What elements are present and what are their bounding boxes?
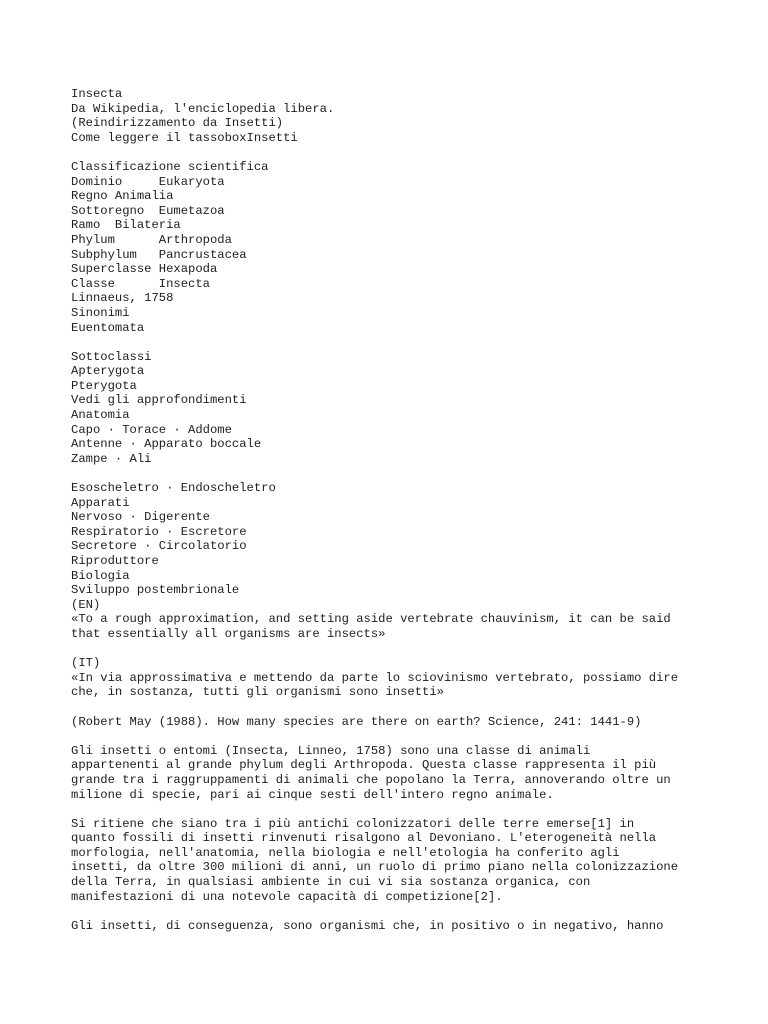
spacer [71, 145, 731, 160]
spacer [71, 700, 731, 715]
taxobox-row: Dominio Eukaryota [71, 174, 225, 189]
spacer [71, 335, 731, 350]
body-paragraph [71, 744, 731, 802]
taxobox-heading: Classificazione scientifica [71, 159, 269, 174]
page-title: Insecta [71, 87, 123, 101]
taxobox-row: Regno Animalia [71, 189, 174, 204]
quote-text-it: «In via approssimativa e mettendo da parte lo sciovinismo vertebrato, possiamo dire [71, 670, 679, 685]
spacer [71, 642, 731, 657]
spacer [71, 729, 731, 744]
anatomy-links[interactable]: Antenne · Apparato boccale [71, 437, 262, 452]
spacer [71, 904, 731, 919]
subclasses-section [71, 350, 731, 467]
anatomy-links[interactable]: Capo · Torace · Addome [71, 422, 232, 437]
biology-link[interactable]: Sviluppo postembrionale [71, 583, 240, 598]
redirect-note: (Reindirizzamento da Insetti) [71, 116, 284, 131]
anatomy-links[interactable]: Zampe · Ali [71, 451, 152, 466]
paragraph-line: quanto fossili di insetti rinvenuti risalgono al Devoniano. L'eterogeneità nella [71, 831, 657, 846]
taxobox [71, 160, 731, 335]
quote-citation: (Robert May (1988). How many species are there on earth? Science, 241: 1441-9) [71, 714, 642, 729]
systems-links[interactable]: Respiratorio · Escretore [71, 524, 247, 539]
systems-section [71, 481, 731, 598]
body-paragraph [71, 817, 731, 905]
taxobox-row: Ramo Bilateria [71, 218, 181, 233]
systems-heading: Apparati [71, 495, 130, 510]
paragraph-line: Si ritiene che siano tra i più antichi colonizzatori delle terre emerse[1] in [71, 816, 635, 831]
document-page [71, 87, 731, 933]
skeleton-links[interactable]: Esoscheletro · Endoscheletro [71, 481, 276, 496]
subclass-link[interactable]: Pterygota [71, 378, 137, 393]
paragraph-line: grande tra i raggruppamenti di animali che popolano la Terra, annoverando oltre un [71, 772, 671, 787]
article-header [71, 87, 731, 145]
taxobox-authority: Linnaeus, 1758 [71, 291, 174, 306]
quote-language-tag-en: (EN) [71, 597, 101, 612]
systems-links[interactable]: Nervoso · Digerente [71, 510, 210, 525]
taxobox-row: Superclasse Hexapoda [71, 262, 218, 277]
biology-heading: Biologia [71, 568, 130, 583]
taxobox-help-link[interactable]: Come leggere il tassoboxInsetti [71, 130, 298, 145]
paragraph-line: Gli insetti o entomi (Insecta, Linneo, 1758) sono una classe di animali [71, 743, 591, 758]
paragraph-line: morfologia, nell'anatomia, nella biologia e nell'etologia ha conferito agli [71, 845, 620, 860]
synonym-item: Euentomata [71, 320, 145, 335]
systems-links[interactable]: Secretore · Circolatorio [71, 539, 247, 554]
taxobox-row: Subphylum Pancrustacea [71, 247, 247, 262]
taxobox-row: Phylum Arthropoda [71, 232, 232, 247]
anatomy-heading: Anatomia [71, 408, 130, 423]
synonyms-heading: Sinonimi [71, 305, 130, 320]
quote-text-en: that essentially all organisms are insects» [71, 626, 386, 641]
subclass-link[interactable]: Apterygota [71, 364, 145, 379]
paragraph-line: Gli insetti, di conseguenza, sono organismi che, in positivo o in negativo, hanno [71, 918, 664, 933]
further-reading-heading: Vedi gli approfondimenti [71, 393, 247, 408]
quote-language-tag-it: (IT) [71, 656, 101, 671]
taxobox-row: Classe Insecta [71, 276, 210, 291]
body-paragraph [71, 919, 731, 934]
quote-text-it: che, in sostanza, tutti gli organismi sono insetti» [71, 685, 444, 700]
spacer [71, 802, 731, 817]
subclasses-heading: Sottoclassi [71, 349, 152, 364]
quote-text-en: «To a rough approximation, and setting aside vertebrate chauvinism, it can be said [71, 612, 671, 627]
paragraph-line: manifestazioni di una notevole capacità di competizione[2]. [71, 889, 503, 904]
paragraph-line: della Terra, in qualsiasi ambiente in cui vi sia sostanza organica, con [71, 875, 591, 890]
paragraph-line: insetti, da oltre 300 milioni di anni, un ruolo di primo piano nella colonizzazione [71, 860, 679, 875]
page-subtitle: Da Wikipedia, l'enciclopedia libera. [71, 101, 335, 116]
systems-links[interactable]: Riproduttore [71, 554, 159, 568]
taxobox-row: Sottoregno Eumetazoa [71, 203, 225, 218]
spacer [71, 466, 731, 481]
quote-section [71, 598, 731, 729]
paragraph-line: appartenenti al grande phylum degli Arthropoda. Questa classe rappresenta il più [71, 758, 657, 773]
paragraph-line: milione di specie, pari ai cinque sesti dell'intero regno animale. [71, 787, 554, 802]
